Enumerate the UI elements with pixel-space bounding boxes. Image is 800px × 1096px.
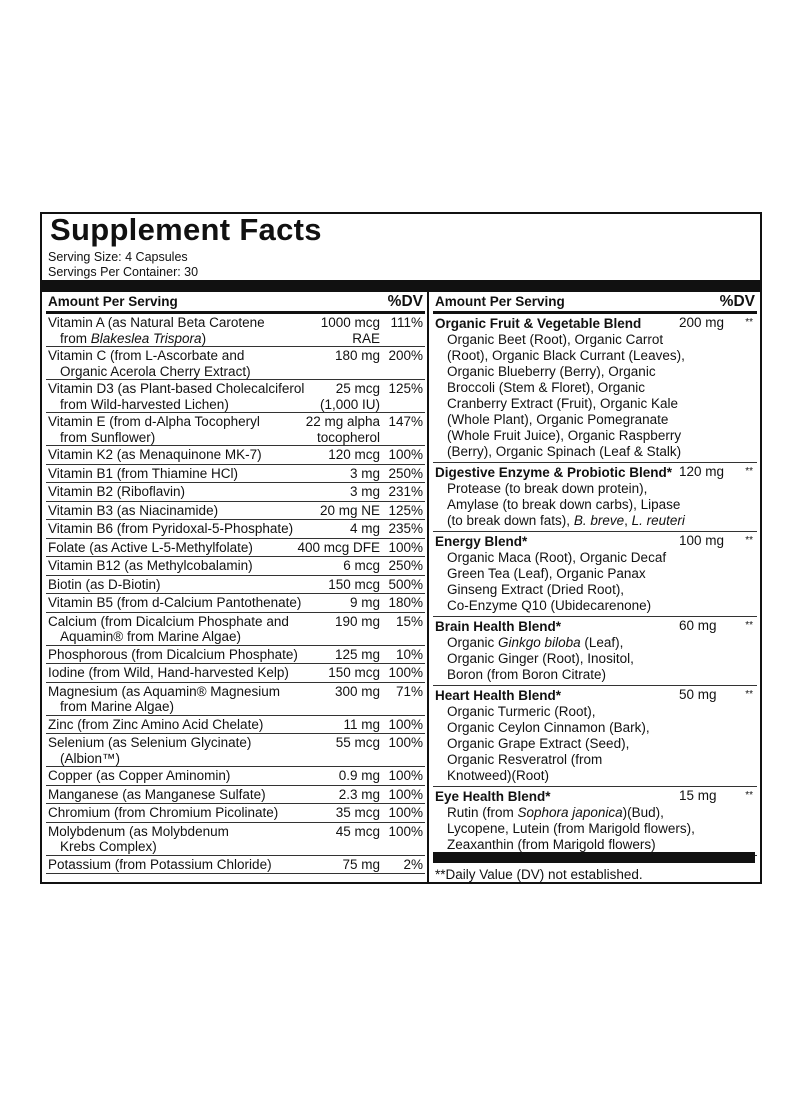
- nutrient-name: [48, 805, 310, 821]
- nutrient-name: [48, 348, 310, 379]
- nutrient-amount-line: RAE: [352, 330, 380, 346]
- nutrient-amount: [290, 824, 380, 840]
- blend-ingredient-line: Ginseng Extract (Dried Root),: [447, 582, 625, 597]
- nutrient-dv: 100%: [388, 768, 423, 783]
- nutrient-name: [48, 684, 310, 715]
- nutrient-amount: [290, 768, 380, 784]
- nutrient-name-line: Biotin (as D-Biotin): [48, 576, 161, 592]
- nutrient-name-line: Magnesium (as Aquamin® Magnesium: [48, 683, 281, 699]
- blend-ingredient-line: Lycopene, Lutein (from Marigold flowers),: [447, 821, 695, 836]
- nutrient-amount: [290, 717, 380, 733]
- blend-row: [433, 463, 757, 532]
- nutrient-dv: 111%: [390, 315, 423, 330]
- nutrient-amount-line: 45 mcg: [335, 823, 380, 839]
- nutrient-name-line: from Marine Algae): [60, 699, 175, 714]
- nutrient-name: [48, 577, 310, 593]
- nutrient-name-line: Vitamin D3 (as Plant-based Cholecalciferol: [48, 381, 305, 396]
- nutrient-amount-line: 400 mcg DFE: [297, 539, 380, 555]
- nutrient-name: [48, 787, 310, 803]
- nutrient-dv: 147%: [388, 414, 423, 429]
- blend-ingredient-line: Organic Resveratrol (from: [447, 752, 603, 767]
- nutrient-name-line: Zinc (from Zinc Amino Acid Chelate): [48, 716, 264, 732]
- blend-name: Organic Fruit & Vegetable Blend: [435, 316, 642, 331]
- nutrient-amount-line: 6 mcg: [343, 558, 380, 573]
- blend-ingredient-line: (to break down fats), B. breve, L. reuteri: [447, 513, 685, 528]
- nutrient-row: [46, 539, 425, 558]
- blend-ingredient-line: Zeaxanthin (from Marigold flowers): [447, 837, 656, 852]
- nutrient-row: [46, 716, 425, 735]
- nutrient-row: [46, 613, 425, 646]
- nutrient-amount-line: 125 mg: [334, 646, 380, 662]
- nutrient-amount: [290, 735, 380, 751]
- panel-title: Supplement Facts: [50, 212, 322, 247]
- nutrient-name-line: Manganese (as Manganese Sulfate): [48, 786, 266, 802]
- blend-dv: **: [745, 689, 753, 700]
- nutrient-amount-line: 190 mg: [334, 613, 380, 629]
- nutrient-amount: [290, 484, 380, 500]
- nutrient-amount-line: 25 mcg: [335, 381, 380, 396]
- nutrient-amount: [290, 577, 380, 593]
- nutrient-amount-line: 150 mcg: [328, 576, 380, 592]
- nutrient-amount-line: tocopherol: [316, 429, 380, 445]
- blend-ingredients: [447, 704, 742, 784]
- servings-per-container: Servings Per Container: 30: [48, 265, 199, 279]
- right-column-header: [433, 292, 757, 314]
- nutrient-name-line: Iodine (from Wild, Hand-harvested Kelp): [48, 665, 289, 680]
- nutrient-amount: [290, 414, 380, 445]
- blend-ingredient-line: Broccoli (Stem & Floret), Organic: [447, 380, 646, 395]
- blend-column: [433, 292, 757, 882]
- nutrient-amount-line: 4 mg: [349, 521, 380, 536]
- column-divider: [427, 292, 429, 882]
- amount-per-serving-heading: Amount Per Serving: [435, 294, 565, 309]
- blend-amount: 100 mg: [679, 533, 725, 548]
- nutrient-name-line: from Blakeslea Trispora): [60, 330, 207, 346]
- blend-dv: **: [745, 620, 753, 631]
- nutrient-amount: [290, 595, 380, 611]
- nutrient-name-line: Potassium (from Potassium Chloride): [48, 856, 272, 872]
- nutrient-amount-line: 2.3 mg: [338, 786, 380, 802]
- blend-row: [433, 532, 757, 617]
- nutrient-amount-line: 9 mg: [349, 595, 380, 610]
- nutrient-dv: 10%: [395, 646, 423, 662]
- blend-row: [433, 787, 757, 856]
- nutrient-row: [46, 380, 425, 413]
- nutrient-name-line: Chromium (from Chromium Picolinate): [48, 805, 279, 820]
- nutrient-row: [46, 856, 425, 875]
- nutrient-amount-line: 3 mg: [349, 484, 380, 499]
- nutrient-name: [48, 315, 310, 346]
- nutrient-name-line: Copper (as Copper Aminomin): [48, 768, 231, 783]
- nutrient-amount-line: 0.9 mg: [338, 768, 380, 783]
- nutrient-dv: 250%: [388, 465, 423, 481]
- nutrient-name: [48, 595, 310, 611]
- blend-dv: **: [745, 535, 753, 546]
- nutrient-row: [46, 594, 425, 613]
- nutrient-dv: 250%: [388, 558, 423, 573]
- nutrient-row: [46, 413, 425, 446]
- nutrient-name: [48, 466, 310, 482]
- nutrient-amount: [290, 787, 380, 803]
- nutrient-name-line: Vitamin B5 (from d-Calcium Pantothenate): [48, 595, 302, 610]
- blend-dv: **: [745, 317, 753, 328]
- nutrient-name: [48, 614, 310, 645]
- nutrient-name-line: from Sunflower): [60, 429, 156, 445]
- blend-ingredient-line: Organic Beet (Root), Organic Carrot: [447, 332, 664, 347]
- nutrient-amount-line: 180 mg: [334, 348, 380, 363]
- nutrient-name: [48, 768, 310, 784]
- nutrient-amount-line: 1000 mcg: [320, 315, 380, 330]
- dv-heading: %DV: [719, 293, 755, 310]
- nutrient-amount: [290, 315, 380, 346]
- nutrient-amount-line: 22 mg alpha: [305, 414, 380, 429]
- nutrient-amount: [290, 558, 380, 574]
- nutrient-name-line: (Albion™): [60, 750, 121, 766]
- blend-ingredient-line: Boron (from Boron Citrate): [447, 667, 607, 682]
- blend-ingredient-line: (Whole Fruit Juice), Organic Raspberry: [447, 428, 682, 443]
- nutrient-amount: [290, 684, 380, 700]
- nutrient-row: [46, 520, 425, 539]
- serving-size: Serving Size: 4 Capsules: [48, 250, 188, 264]
- nutrient-row: [46, 683, 425, 716]
- nutrient-amount: [290, 381, 380, 412]
- nutrient-amount-line: 20 mg NE: [319, 502, 380, 518]
- nutrient-name: [48, 647, 310, 663]
- nutrient-name: [48, 824, 310, 855]
- nutrient-dv: 100%: [388, 735, 423, 750]
- nutrient-name: [48, 414, 310, 445]
- blend-ingredient-line: Organic Blueberry (Berry), Organic: [447, 364, 656, 379]
- blend-dv: **: [745, 790, 753, 801]
- nutrient-amount-line: 150 mcg: [328, 665, 380, 680]
- nutrient-amount-line: 11 mg: [343, 716, 380, 732]
- nutrient-name: [48, 540, 310, 556]
- nutrient-amount: [290, 614, 380, 630]
- nutrient-row: [46, 557, 425, 576]
- nutrient-dv: 100%: [388, 786, 423, 802]
- nutrient-name: [48, 381, 310, 412]
- nutrient-dv: 100%: [388, 539, 423, 555]
- thick-divider: [433, 852, 755, 863]
- nutrient-name-line: Organic Acerola Cherry Extract): [60, 363, 251, 379]
- nutrient-row: [46, 465, 425, 484]
- blend-ingredient-line: Organic Ginkgo biloba (Leaf),: [447, 635, 624, 650]
- footnote: **Daily Value (DV) not established.: [435, 867, 643, 882]
- nutrient-row: [46, 664, 425, 683]
- blend-ingredients: [447, 805, 742, 853]
- nutrient-dv: 500%: [388, 576, 423, 592]
- blend-ingredient-line: Cranberry Extract (Fruit), Organic Kale: [447, 396, 679, 411]
- nutrient-row: [46, 823, 425, 856]
- amount-per-serving-heading: Amount Per Serving: [48, 294, 178, 309]
- nutrient-name-line: Vitamin B1 (from Thiamine HCl): [48, 465, 239, 481]
- supplement-facts-panel: [40, 212, 762, 884]
- nutrient-amount: [290, 447, 380, 463]
- nutrient-amount-line: 3 mg: [349, 465, 380, 481]
- nutrient-name-line: Aquamin® from Marine Algae): [60, 629, 242, 644]
- blend-name: Energy Blend*: [435, 534, 528, 549]
- nutrient-dv: 100%: [388, 716, 423, 732]
- nutrient-row: [46, 483, 425, 502]
- nutrient-dv: 235%: [388, 521, 423, 536]
- blend-ingredient-line: Green Tea (Leaf), Organic Panax: [447, 566, 646, 581]
- nutrient-dv: 2%: [403, 856, 423, 872]
- nutrient-name-line: Phosphorous (from Dicalcium Phosphate): [48, 646, 298, 662]
- nutrient-amount-line: (1,000 IU): [319, 396, 380, 412]
- nutrient-name-line: Calcium (from Dicalcium Phosphate and: [48, 613, 289, 629]
- nutrient-dv: 200%: [388, 348, 423, 363]
- thick-divider: [42, 280, 760, 292]
- blend-row: [433, 686, 757, 787]
- blend-ingredient-line: Organic Turmeric (Root),: [447, 704, 596, 719]
- nutrient-name-line: Vitamin K2 (as Menaquinone MK-7): [48, 447, 262, 462]
- nutrient-amount: [290, 521, 380, 537]
- nutrient-row: [46, 767, 425, 786]
- nutrient-name: [48, 503, 310, 519]
- blend-ingredients: [447, 332, 742, 460]
- nutrient-name-line: Folate (as Active L-5-Methylfolate): [48, 539, 253, 555]
- nutrient-name: [48, 521, 310, 537]
- blend-ingredient-line: Knotweed)(Root): [447, 768, 550, 783]
- blend-name: Heart Health Blend*: [435, 688, 562, 703]
- nutrient-amount-line: 75 mg: [342, 856, 380, 872]
- nutrient-name-line: Krebs Complex): [60, 839, 157, 854]
- nutrient-column: [46, 292, 425, 874]
- nutrient-name: [48, 717, 310, 733]
- blend-row: [433, 617, 757, 686]
- nutrient-name: [48, 447, 310, 463]
- left-column-header: [46, 292, 425, 314]
- nutrient-dv: 15%: [395, 613, 423, 629]
- nutrient-amount: [290, 805, 380, 821]
- nutrient-name-line: Vitamin B3 (as Niacinamide): [48, 502, 219, 518]
- nutrient-name-line: Vitamin E (from d-Alpha Tocopheryl: [48, 414, 260, 429]
- nutrient-dv: 100%: [388, 805, 423, 820]
- nutrient-name-line: Vitamin A (as Natural Beta Carotene: [48, 315, 265, 330]
- nutrient-dv: 100%: [388, 447, 423, 462]
- nutrient-name-line: from Wild-harvested Lichen): [60, 396, 229, 412]
- nutrient-row: [46, 734, 425, 767]
- nutrient-name: [48, 857, 310, 873]
- nutrient-amount: [290, 665, 380, 681]
- nutrient-name: [48, 558, 310, 574]
- nutrient-row: [46, 502, 425, 521]
- blend-amount: 120 mg: [679, 464, 725, 479]
- blend-ingredient-line: (Berry), Organic Spinach (Leaf & Stalk): [447, 444, 682, 459]
- blend-ingredients: [447, 635, 742, 683]
- nutrient-row: [46, 446, 425, 465]
- nutrient-name-line: Selenium (as Selenium Glycinate): [48, 735, 252, 750]
- nutrient-name-line: Vitamin B6 (from Pyridoxal-5-Phosphate): [48, 521, 294, 536]
- blend-amount: 60 mg: [679, 618, 717, 633]
- nutrient-amount-line: 120 mcg: [328, 447, 380, 462]
- nutrient-name: [48, 484, 310, 500]
- nutrient-name-line: Vitamin B2 (Riboflavin): [48, 484, 186, 499]
- nutrient-row: [46, 314, 425, 347]
- blend-ingredient-line: Organic Grape Extract (Seed),: [447, 736, 630, 751]
- nutrient-amount: [290, 857, 380, 873]
- nutrient-name-line: Vitamin C (from L-Ascorbate and: [48, 348, 245, 363]
- nutrient-dv: 100%: [388, 665, 423, 680]
- nutrient-dv: 125%: [388, 502, 423, 518]
- blend-ingredient-line: Organic Maca (Root), Organic Decaf: [447, 550, 667, 565]
- blend-dv: **: [745, 466, 753, 477]
- blend-ingredient-line: Co-Enzyme Q10 (Ubidecarenone): [447, 598, 652, 613]
- nutrient-amount-line: 300 mg: [334, 683, 380, 699]
- nutrient-dv: 125%: [388, 381, 423, 396]
- nutrient-row: [46, 786, 425, 805]
- blend-ingredient-line: Protease (to break down protein),: [447, 481, 648, 496]
- blend-name: Eye Health Blend*: [435, 789, 551, 804]
- dv-heading: %DV: [387, 293, 423, 310]
- nutrient-row: [46, 347, 425, 380]
- nutrient-name-line: Vitamin B12 (as Methylcobalamin): [48, 558, 253, 573]
- blend-ingredient-line: Rutin (from Sophora japonica)(Bud),: [447, 805, 664, 820]
- nutrient-amount: [290, 503, 380, 519]
- blend-amount: 200 mg: [679, 315, 725, 330]
- nutrient-name-line: Molybdenum (as Molybdenum: [48, 823, 229, 839]
- nutrient-dv: 71%: [395, 683, 423, 699]
- nutrient-dv: 180%: [388, 595, 423, 610]
- blend-amount: 15 mg: [679, 788, 717, 803]
- nutrient-dv: 100%: [388, 823, 423, 839]
- blend-ingredient-line: Organic Ceylon Cinnamon (Bark),: [447, 720, 650, 735]
- blend-amount: 50 mg: [679, 687, 717, 702]
- nutrient-amount: [290, 647, 380, 663]
- blend-ingredient-line: Amylase (to break down carbs), Lipase: [447, 497, 681, 512]
- blend-name: Brain Health Blend*: [435, 619, 562, 634]
- blend-ingredient-line: Organic Ginger (Root), Inositol,: [447, 651, 634, 666]
- blend-ingredients: [447, 481, 742, 529]
- blend-name: Digestive Enzyme & Probiotic Blend*: [435, 465, 673, 480]
- nutrient-amount: [290, 348, 380, 364]
- blend-ingredient-line: (Whole Plant), Organic Pomegranate: [447, 412, 669, 427]
- nutrient-row: [46, 576, 425, 595]
- nutrient-amount: [290, 466, 380, 482]
- nutrient-amount: [290, 540, 380, 556]
- blend-row: [433, 314, 757, 463]
- nutrient-name: [48, 665, 310, 681]
- blend-ingredient-line: (Root), Organic Black Currant (Leaves),: [447, 348, 685, 363]
- nutrient-amount-line: 55 mcg: [335, 735, 380, 750]
- nutrient-row: [46, 646, 425, 665]
- nutrient-row: [46, 804, 425, 823]
- nutrient-name: [48, 735, 310, 766]
- nutrient-dv: 231%: [388, 484, 423, 499]
- nutrient-amount-line: 35 mcg: [335, 805, 380, 820]
- blend-ingredients: [447, 550, 742, 614]
